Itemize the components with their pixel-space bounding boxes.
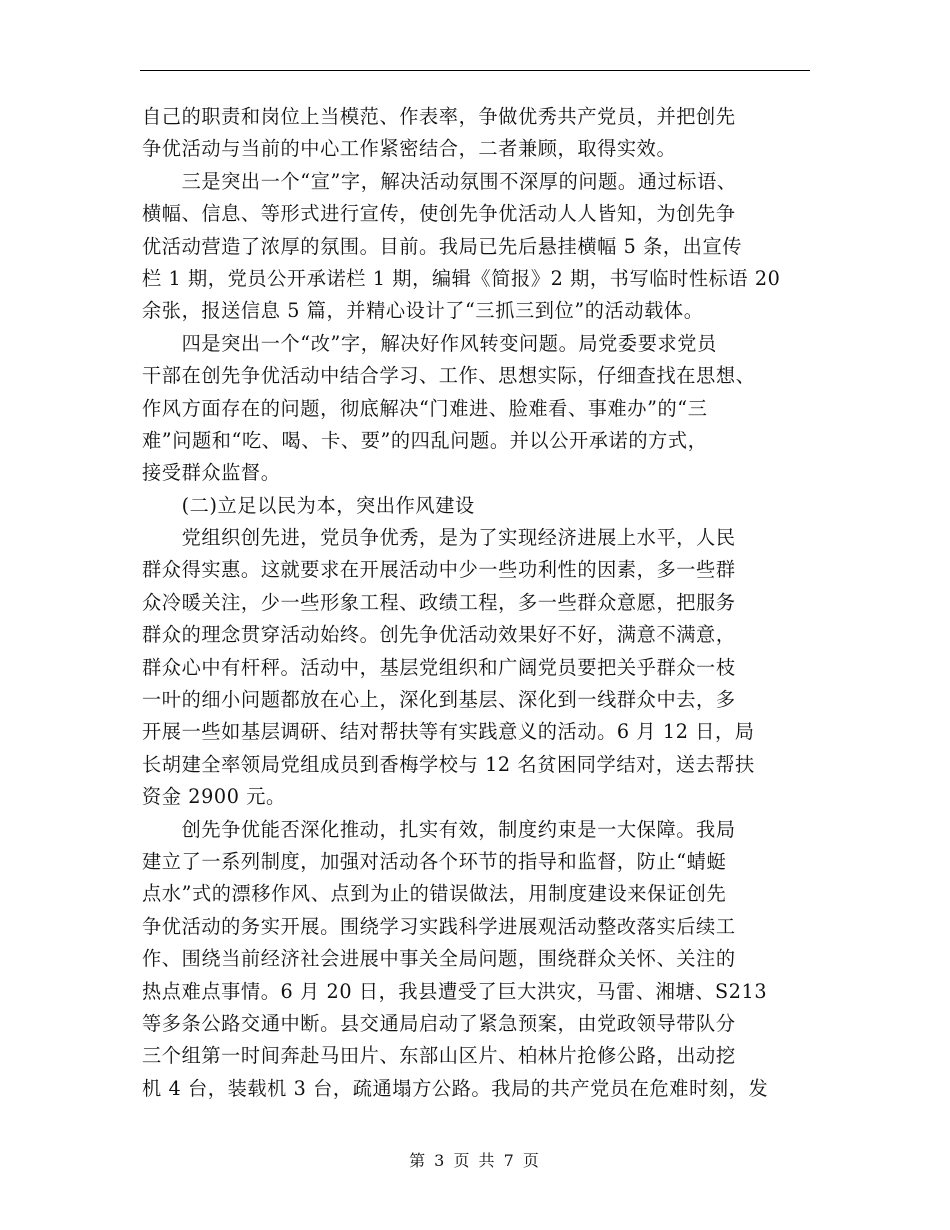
text-line: 争优活动的务实开展。围绕学习实践科学进展观活动整改落实后续工 bbox=[142, 914, 736, 938]
text-line: 群众得实惠。这就要求在开展活动中少一些功利性的因素，多一些群 bbox=[142, 558, 736, 582]
text-line: 作风方面存在的问题，彻底解决“门难进、脸难看、事难办”的“三 bbox=[142, 396, 708, 420]
text-line: 热点难点事情。6 月 20 日，我县遭受了巨大洪灾，马雷、湘塘、S213 bbox=[142, 979, 768, 1003]
text-line: 三是突出一个“宣”字，解决活动氛围不深厚的问题。通过标语、 bbox=[142, 169, 737, 193]
page-number-footer: 第 3 页 共 7 页 bbox=[409, 1151, 541, 1170]
body-text bbox=[142, 101, 810, 1105]
section-heading: (二)立足以民为本，突出作风建设 bbox=[142, 493, 475, 517]
text-line: 作、围绕当前经济社会进展中事关全局问题，围绕群众关怀、关注的 bbox=[142, 947, 736, 971]
text-line: 群众心中有杆秤。活动中，基层党组织和广阔党员要把关乎群众一枝 bbox=[142, 655, 736, 679]
text-line: 四是突出一个“改”字，解决好作风转变问题。局党委要求党员 bbox=[142, 331, 717, 355]
text-line: 点水”式的漂移作风、点到为止的错误做法，用制度建设来保证创先 bbox=[142, 882, 727, 906]
text-line: 难”问题和“吃、喝、卡、要”的四乱问题。并以公开承诺的方式， bbox=[142, 428, 708, 452]
text-line: 余张，报送信息 5 篇，并精心设计了“三抓三到位”的活动载体。 bbox=[142, 299, 704, 323]
text-line: 建立了一系列制度，加强对活动各个环节的指导和监督，防止“蜻蜓 bbox=[142, 849, 727, 873]
text-line: 自己的职责和岗位上当模范、作表率，争做优秀共产党员，并把创先 bbox=[142, 105, 736, 128]
text-line: 群众的理念贯穿活动始终。创先争优活动效果好不好，满意不满意， bbox=[142, 623, 736, 647]
text-line: 接受群众监督。 bbox=[142, 461, 281, 485]
text-line: 一叶的细小问题都放在心上，深化到基层、深化到一线群众中去，多 bbox=[142, 688, 736, 712]
text-line: 党组织创先进，党员争优秀，是为了实现经济进展上水平，人民 bbox=[142, 526, 736, 550]
text-line: 众冷暖关注，少一些形象工程、政绩工程，多一些群众意愿，把服务 bbox=[142, 590, 736, 614]
text-line: 三个组第一时间奔赴马田片、东部山区片、柏林片抢修公路，出动挖 bbox=[142, 1044, 736, 1068]
header-rule bbox=[140, 70, 810, 71]
text-line: 等多条公路交通中断。县交通局启动了紧急预案，由党政领导带队分 bbox=[142, 1011, 736, 1035]
text-line: 开展一些如基层调研、结对帮扶等有实践意义的活动。6 月 12 日，局 bbox=[142, 720, 755, 744]
text-line: 机 4 台，装载机 3 台，疏通塌方公路。我局的共产党员在危难时刻，发 bbox=[142, 1076, 769, 1100]
text-line: 资金 2900 元。 bbox=[142, 785, 286, 809]
text-line: 长胡建全率领局党组成员到香梅学校与 12 名贫困同学结对，送去帮扶 bbox=[142, 752, 755, 776]
text-line: 横幅、信息、等形式进行宣传，使创先争优活动人人皆知，为创先争 bbox=[142, 202, 736, 226]
text-line: 争优活动与当前的中心工作紧密结合，二者兼顾，取得实效。 bbox=[142, 137, 677, 161]
text-line: 干部在创先争优活动中结合学习、工作、思想实际，仔细查找在思想、 bbox=[142, 364, 756, 388]
text-line: 优活动营造了浓厚的氛围。目前。我局已先后悬挂横幅 5 条，出宣传 bbox=[142, 234, 743, 258]
text-line: 栏 1 期，党员公开承诺栏 1 期，编辑《简报》2 期，书写临时性标语 20 bbox=[142, 266, 781, 290]
text-line: 创先争优能否深化推动，扎实有效，制度约束是一大保障。我局 bbox=[142, 817, 736, 841]
